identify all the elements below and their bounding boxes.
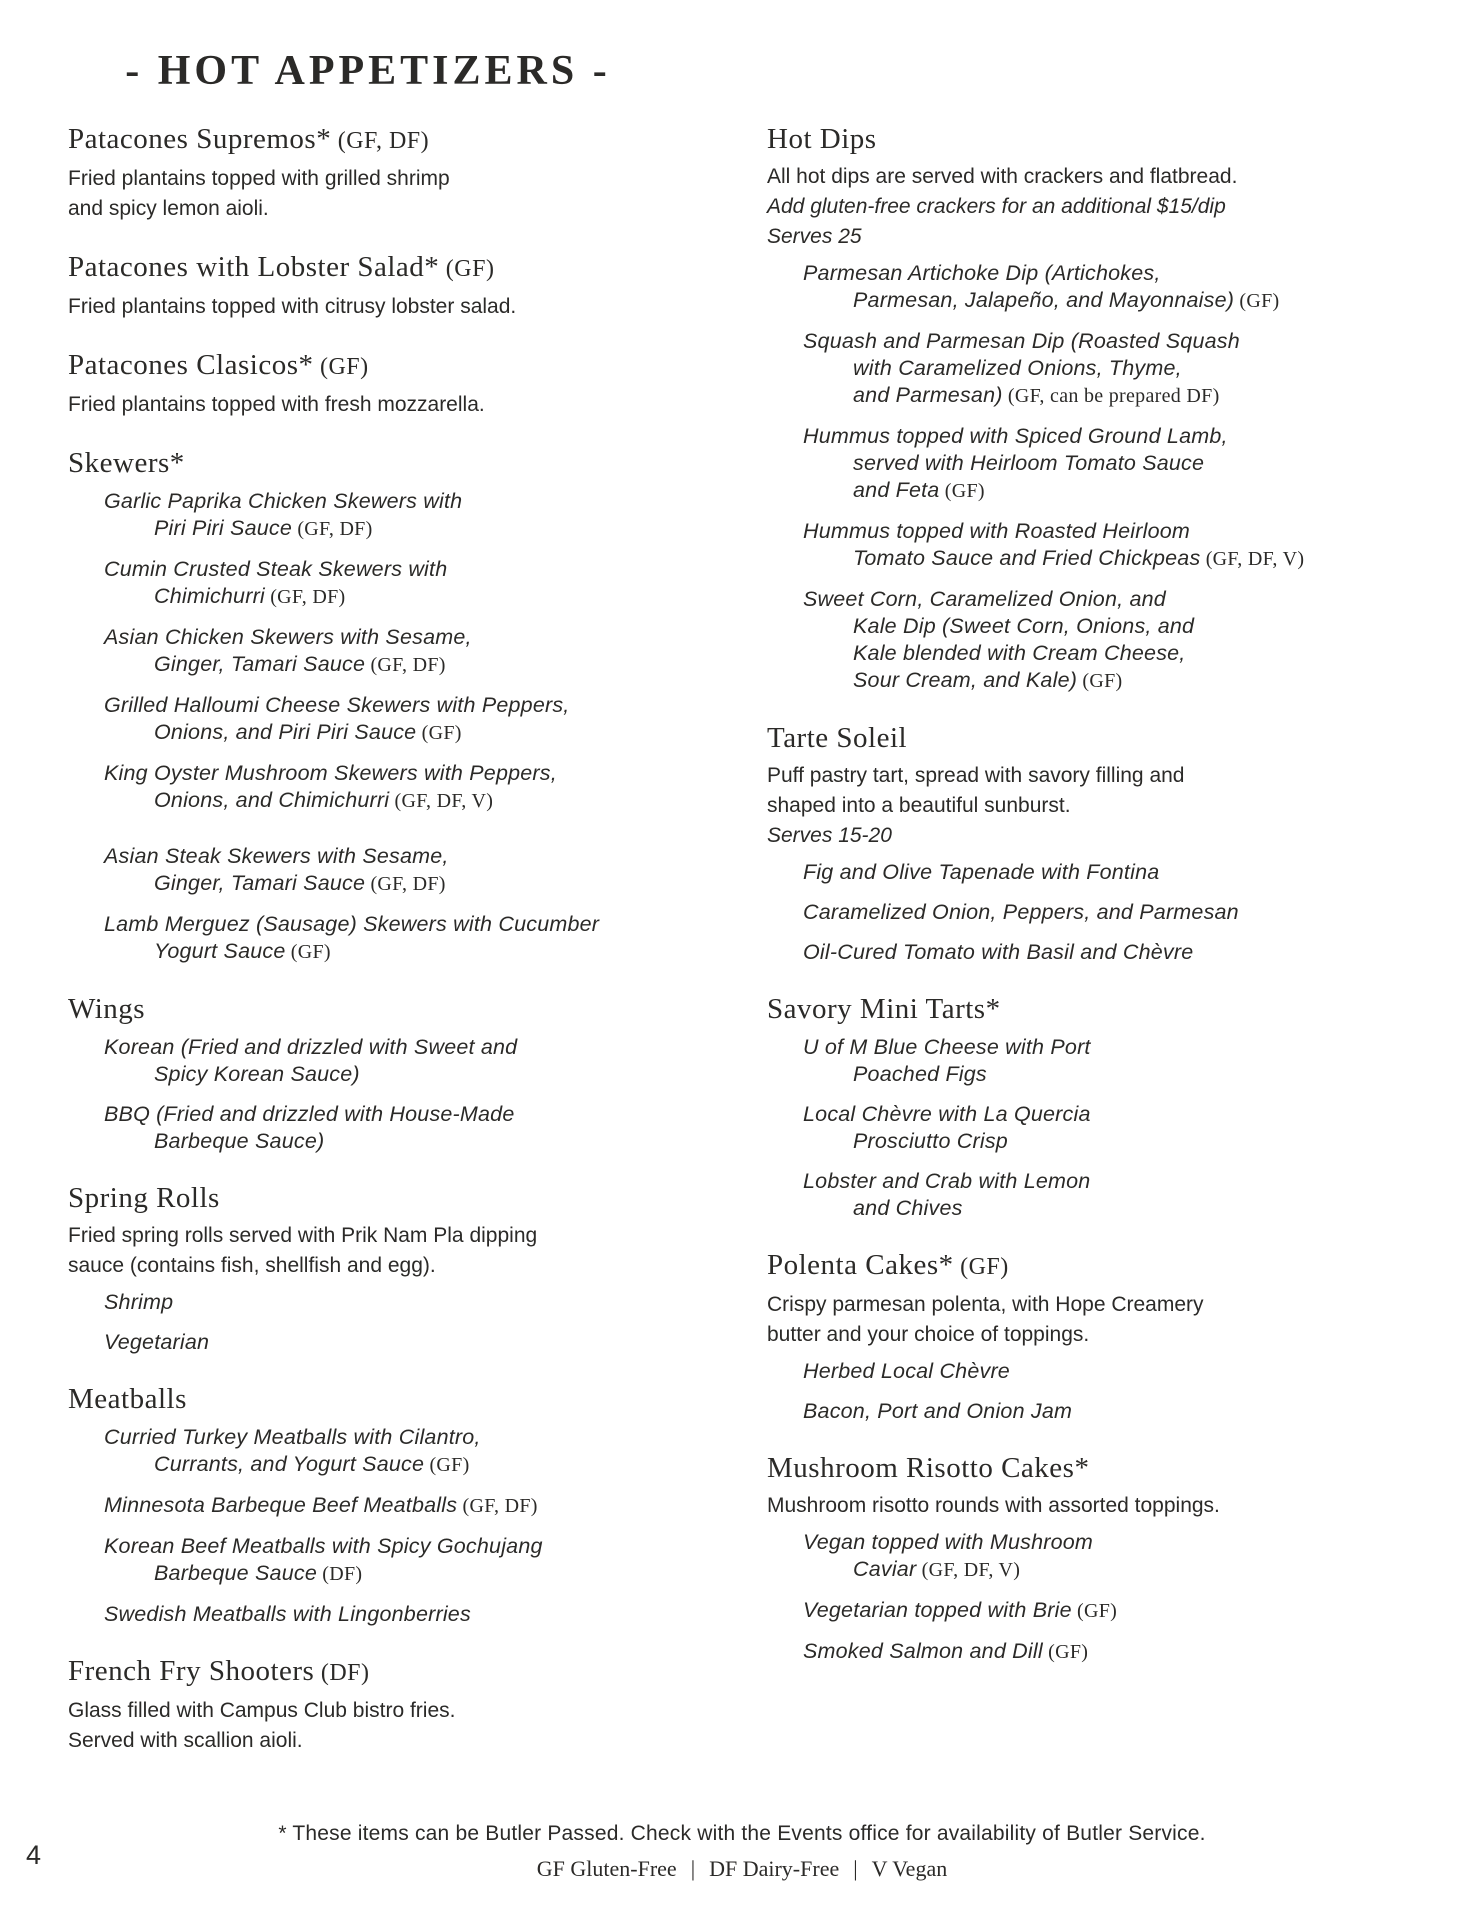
item-line: Tomato Sauce and Fried Chickpeas (GF, DF, V) — [853, 546, 1305, 570]
section-heading-text: Wings — [68, 993, 146, 1025]
diet-tag: (DF) — [314, 1660, 370, 1686]
section-heading — [767, 122, 1447, 156]
diet-tag: (GF, DF, V) — [1200, 548, 1305, 570]
menu-item — [68, 843, 708, 898]
item-line: and Feta (GF) — [853, 478, 985, 502]
menu-item — [68, 911, 708, 966]
item-line: Grilled Halloumi Cheese Skewers with Peppers, — [104, 693, 570, 717]
item-line: Chimichurri (GF, DF) — [154, 584, 346, 608]
right-column — [767, 0, 1447, 1679]
section-polenta-cakes — [767, 1248, 1447, 1425]
diet-tag: (GF) — [424, 1454, 470, 1476]
section-mushroom-risotto-cakes — [767, 1451, 1447, 1666]
item-line: Curried Turkey Meatballs with Cilantro, — [104, 1425, 481, 1449]
section-skewers — [68, 446, 708, 966]
diet-tag: (GF) — [1234, 290, 1280, 312]
menu-item — [68, 1034, 708, 1088]
menu-item — [68, 1492, 708, 1520]
item-line: Lamb Merguez (Sausage) Skewers with Cucumber — [104, 912, 600, 936]
section-heading-text: Skewers* — [68, 447, 185, 479]
item-line: Caviar (GF, DF, V) — [853, 1557, 1021, 1581]
section-heading-text: Patacones Clasicos* — [68, 349, 314, 381]
section-heading — [68, 1654, 708, 1690]
menu-item — [767, 260, 1447, 315]
menu-item — [68, 1101, 708, 1155]
menu-item — [767, 1034, 1447, 1088]
menu-item — [68, 1533, 708, 1588]
item-line: Swedish Meatballs with Lingonberries — [104, 1602, 471, 1626]
item-line: Yogurt Sauce (GF) — [154, 939, 331, 963]
description-line: Serves 15-20 — [767, 824, 892, 847]
item-line: Smoked Salmon and Dill (GF) — [803, 1639, 1089, 1663]
section-savory-mini-tarts — [767, 992, 1447, 1222]
item-line: U of M Blue Cheese with Port — [803, 1035, 1091, 1059]
menu-item — [68, 1289, 708, 1316]
section-heading — [767, 1248, 1447, 1284]
menu-item — [767, 1529, 1447, 1584]
section-patacones-supremos — [68, 122, 708, 224]
description-line: Puff pastry tart, spread with savory filling and — [767, 764, 1185, 787]
section-heading — [68, 1382, 708, 1416]
item-line: Asian Steak Skewers with Sesame, — [104, 844, 449, 868]
section-wings — [68, 992, 708, 1155]
description-line: Serves 25 — [767, 225, 862, 248]
section-heading-text: Patacones Supremos* — [68, 123, 332, 155]
item-line: Piri Piri Sauce (GF, DF) — [154, 516, 373, 540]
menu-item — [68, 1329, 708, 1356]
menu-item — [767, 899, 1447, 926]
item-list — [68, 488, 708, 966]
item-line: King Oyster Mushroom Skewers with Peppers, — [104, 761, 557, 785]
description-line: All hot dips are served with crackers and flatbread. — [767, 165, 1238, 188]
diet-tag: (DF) — [316, 1563, 363, 1585]
diet-tag: (GF) — [953, 1254, 1009, 1280]
menu-item — [767, 1168, 1447, 1222]
item-line: Squash and Parmesan Dip (Roasted Squash — [803, 329, 1240, 353]
menu-item — [767, 859, 1447, 886]
menu-item — [68, 760, 708, 815]
item-line: Oil-Cured Tomato with Basil and Chèvre — [803, 940, 1194, 964]
item-line: Asian Chicken Skewers with Sesame, — [104, 625, 472, 649]
section-heading-text: Meatballs — [68, 1383, 187, 1415]
menu-item — [767, 586, 1447, 695]
description-line: and spicy lemon aioli. — [68, 197, 269, 220]
menu-item — [767, 1358, 1447, 1385]
menu-item — [68, 488, 708, 543]
dietary-legend — [0, 1856, 1484, 1882]
item-line: served with Heirloom Tomato Sauce — [853, 451, 1205, 475]
section-french-fry-shooters — [68, 1654, 708, 1756]
menu-item — [767, 518, 1447, 573]
item-list — [767, 1358, 1447, 1425]
butler-passed-footnote: * These items can be Butler Passed. Check with the Events office for availability of Butler Service. — [278, 1822, 1206, 1845]
legend-separator: | — [853, 1856, 858, 1881]
item-line: Barbeque Sauce) — [154, 1129, 325, 1153]
item-line: Fig and Olive Tapenade with Fontina — [803, 860, 1160, 884]
item-list — [767, 260, 1447, 695]
menu-item — [767, 1398, 1447, 1425]
item-line: Shrimp — [104, 1290, 174, 1314]
item-line: Local Chèvre with La Quercia — [803, 1102, 1091, 1126]
page-number: 4 — [26, 1840, 42, 1870]
item-line: Ginger, Tamari Sauce (GF, DF) — [154, 871, 446, 895]
item-line: Hummus topped with Roasted Heirloom — [803, 519, 1190, 543]
item-line: Kale Dip (Sweet Corn, Onions, and — [853, 614, 1195, 638]
diet-tag: (GF, DF) — [365, 873, 446, 895]
section-patacones-clasicos — [68, 348, 708, 420]
item-list — [68, 1424, 708, 1628]
legend-separator: | — [690, 1856, 696, 1881]
item-line: Korean Beef Meatballs with Spicy Gochujang — [104, 1534, 543, 1558]
description-line: Fried plantains topped with fresh mozzarella. — [68, 393, 485, 416]
section-patacones-lobster-salad — [68, 250, 708, 322]
item-line: Parmesan Artichoke Dip (Artichokes, — [803, 261, 1161, 285]
item-line: and Parmesan) (GF, can be prepared DF) — [853, 383, 1220, 407]
section-heading-text: Hot Dips — [767, 123, 877, 155]
diet-tag: (GF) — [1077, 670, 1123, 692]
section-heading-text: French Fry Shooters — [68, 1655, 315, 1687]
diet-tag: (GF, DF, V) — [389, 790, 494, 812]
diet-tag: (GF, DF) — [365, 654, 446, 676]
section-heading — [767, 992, 1447, 1026]
page-title: - HOT APPETIZERS - — [125, 48, 611, 94]
diet-tag: (GF) — [1071, 1600, 1118, 1622]
item-line: Sour Cream, and Kale) (GF) — [853, 668, 1123, 692]
item-line: Korean (Fried and drizzled with Sweet and — [104, 1035, 518, 1059]
left-column — [68, 0, 708, 1756]
description-line: Served with scallion aioli. — [68, 1729, 303, 1752]
section-tarte-soleil — [767, 721, 1447, 966]
diet-tag: (GF) — [416, 722, 462, 744]
description-line: Crispy parmesan polenta, with Hope Creamery — [767, 1293, 1204, 1316]
menu-item — [68, 1424, 708, 1479]
item-line: Garlic Paprika Chicken Skewers with — [104, 489, 463, 513]
menu-item — [767, 1597, 1447, 1625]
menu-item — [767, 1101, 1447, 1155]
section-hot-dips — [767, 122, 1447, 695]
item-line: Prosciutto Crisp — [853, 1129, 1008, 1153]
description-line: Fried spring rolls served with Prik Nam Pla dipping — [68, 1224, 538, 1247]
item-line: BBQ (Fried and drizzled with House-Made — [104, 1102, 515, 1126]
description-line: Fried plantains topped with grilled shrimp — [68, 167, 450, 190]
item-line: Bacon, Port and Onion Jam — [803, 1399, 1073, 1423]
section-heading — [767, 721, 1447, 755]
diet-tag: (GF) — [939, 480, 985, 502]
item-line: Cumin Crusted Steak Skewers with — [104, 557, 448, 581]
diet-tag: (GF) — [313, 354, 369, 380]
item-line: Vegetarian topped with Brie (GF) — [803, 1598, 1118, 1622]
menu-item — [767, 328, 1447, 410]
item-line: Kale blended with Cream Cheese, — [853, 641, 1186, 665]
menu-item — [68, 1601, 708, 1628]
item-list — [767, 859, 1447, 966]
item-list — [68, 1289, 708, 1356]
item-line: Hummus topped with Spiced Ground Lamb, — [803, 424, 1228, 448]
description-line: Glass filled with Campus Club bistro fries. — [68, 1699, 456, 1722]
diet-tag: (GF, DF) — [264, 586, 346, 608]
item-line: Vegan topped with Mushroom — [803, 1530, 1094, 1554]
item-line: Onions, and Piri Piri Sauce (GF) — [154, 720, 462, 744]
menu-item — [68, 624, 708, 679]
section-heading — [68, 446, 708, 480]
section-heading-text: Spring Rolls — [68, 1182, 220, 1214]
section-meatballs — [68, 1382, 708, 1628]
menu-item — [767, 939, 1447, 966]
diet-tag: (GF, DF) — [457, 1495, 538, 1517]
menu-item — [767, 423, 1447, 505]
item-line: with Caramelized Onions, Thyme, — [853, 356, 1182, 380]
item-line: Poached Figs — [853, 1062, 987, 1086]
diet-tag: (GF) — [439, 256, 495, 282]
item-line: Herbed Local Chèvre — [803, 1359, 1010, 1383]
item-line: Onions, and Chimichurri (GF, DF, V) — [154, 788, 494, 812]
item-list — [767, 1529, 1447, 1666]
item-line: Minnesota Barbeque Beef Meatballs (GF, DF) — [104, 1493, 538, 1517]
description-line: sauce (contains fish, shellfish and egg). — [68, 1254, 436, 1277]
diet-tag: (GF, can be prepared DF) — [1002, 385, 1220, 407]
section-heading-text: Patacones with Lobster Salad* — [68, 251, 440, 283]
diet-tag: (GF, DF) — [331, 128, 430, 154]
section-heading — [68, 1181, 708, 1215]
diet-tag: (GF, DF) — [292, 518, 373, 540]
diet-tag: (GF) — [1042, 1641, 1089, 1663]
section-heading — [68, 250, 708, 286]
menu-item — [68, 692, 708, 747]
item-line: and Chives — [853, 1196, 963, 1220]
description-line: Fried plantains topped with citrusy lobster salad. — [68, 295, 517, 318]
menu-item — [767, 1638, 1447, 1666]
item-line: Lobster and Crab with Lemon — [803, 1169, 1091, 1193]
item-line: Sweet Corn, Caramelized Onion, and — [803, 587, 1166, 611]
legend-gluten-free: GF Gluten-Free — [536, 1856, 677, 1881]
item-line: Vegetarian — [104, 1330, 210, 1354]
item-list — [68, 1034, 708, 1155]
section-heading-text: Savory Mini Tarts* — [767, 993, 1001, 1025]
section-heading — [767, 1451, 1447, 1485]
item-list — [767, 1034, 1447, 1222]
description-line: butter and your choice of toppings. — [767, 1323, 1090, 1346]
menu-item — [68, 556, 708, 611]
item-line: Spicy Korean Sauce) — [154, 1062, 360, 1086]
diet-tag: (GF, DF, V) — [916, 1559, 1021, 1581]
section-spring-rolls — [68, 1181, 708, 1356]
section-heading-text: Polenta Cakes* — [767, 1249, 954, 1281]
legend-dairy-free: DF Dairy-Free — [709, 1856, 840, 1881]
section-heading — [68, 348, 708, 384]
section-heading — [68, 992, 708, 1026]
section-heading-text: Tarte Soleil — [767, 722, 908, 754]
item-line: Caramelized Onion, Peppers, and Parmesan — [803, 900, 1239, 924]
description-line: Add gluten-free crackers for an additional $15/dip — [767, 195, 1226, 218]
item-line: Ginger, Tamari Sauce (GF, DF) — [154, 652, 446, 676]
legend-vegan: V Vegan — [871, 1856, 948, 1881]
diet-tag: (GF) — [285, 941, 331, 963]
section-heading — [68, 122, 708, 158]
description-line: Mushroom risotto rounds with assorted toppings. — [767, 1494, 1220, 1517]
item-line: Parmesan, Jalapeño, and Mayonnaise) (GF) — [853, 288, 1280, 312]
item-line: Currants, and Yogurt Sauce (GF) — [154, 1452, 470, 1476]
description-line: shaped into a beautiful sunburst. — [767, 794, 1071, 817]
item-line: Barbeque Sauce (DF) — [154, 1561, 363, 1585]
section-heading-text: Mushroom Risotto Cakes* — [767, 1452, 1090, 1484]
